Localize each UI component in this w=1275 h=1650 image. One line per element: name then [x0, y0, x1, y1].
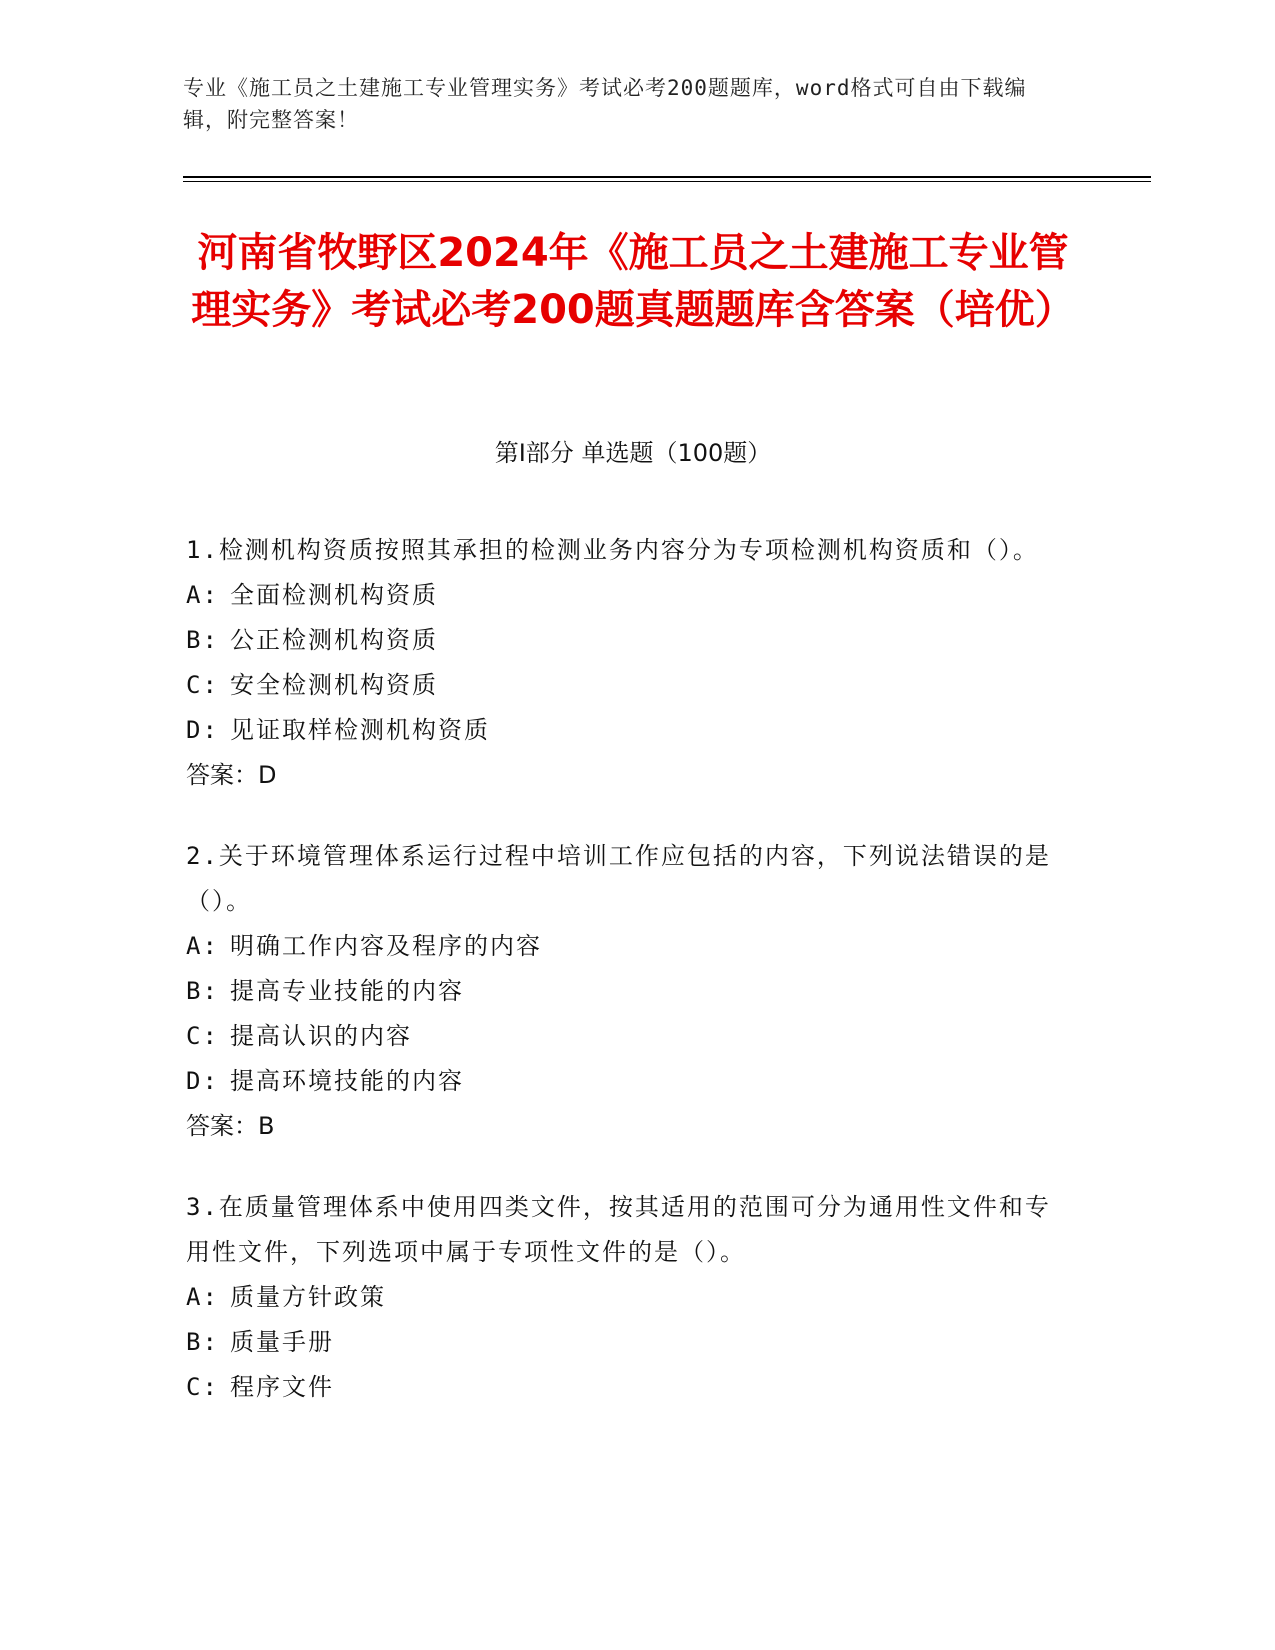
question-3 — [186, 1185, 1066, 1410]
question-option — [186, 969, 1066, 1014]
header-note: 专业《施工员之土建施工专业管理实务》考试必考200题题库，word格式可自由下载编辑，附完整答案！ — [183, 76, 1027, 132]
question-option — [186, 618, 1066, 663]
question-option — [186, 708, 1066, 753]
option-key: A: — [186, 1283, 219, 1311]
header-divider-thick — [183, 176, 1151, 178]
option-text: 质量手册 — [230, 1328, 334, 1356]
question-1 — [186, 528, 1066, 798]
option-text: 程序文件 — [230, 1373, 334, 1401]
section-title: 第Ⅰ部分 单选题（100题） — [494, 439, 772, 467]
option-key: C: — [186, 671, 219, 699]
question-answer: 答案：D — [186, 761, 277, 789]
option-key: B: — [186, 977, 219, 1005]
question-list — [186, 528, 1066, 1446]
option-key: C: — [186, 1022, 219, 1050]
option-text: 全面检测机构资质 — [230, 581, 438, 609]
question-option — [186, 1059, 1066, 1104]
question-option — [186, 663, 1066, 708]
question-option — [186, 924, 1066, 969]
question-2 — [186, 834, 1066, 1149]
document-title: 河南省牧野区2024年《施工员之土建施工专业管理实务》考试必考200题真题题库含答案（培优） — [191, 230, 1075, 333]
option-key: B: — [186, 626, 219, 654]
question-option — [186, 573, 1066, 618]
option-text: 公正检测机构资质 — [230, 626, 438, 654]
option-key: D: — [186, 716, 219, 744]
option-text: 明确工作内容及程序的内容 — [230, 932, 542, 960]
option-text: 提高认识的内容 — [230, 1022, 412, 1050]
header-divider-thin — [183, 181, 1151, 182]
question-stem: 1.检测机构资质按照其承担的检测业务内容分为专项检测机构资质和（）。 — [186, 536, 1039, 564]
question-stem: 3.在质量管理体系中使用四类文件，按其适用的范围可分为通用性文件和专用性文件，下列选项中属于专项性文件的是（）。 — [186, 1193, 1051, 1266]
option-text: 提高专业技能的内容 — [230, 977, 464, 1005]
question-option — [186, 1275, 1066, 1320]
question-option — [186, 1014, 1066, 1059]
option-text: 提高环境技能的内容 — [230, 1067, 464, 1095]
question-option — [186, 1365, 1066, 1410]
option-text: 质量方针政策 — [230, 1283, 386, 1311]
question-answer: 答案：B — [186, 1112, 275, 1140]
question-stem: 2.关于环境管理体系运行过程中培训工作应包括的内容，下列说法错误的是（）。 — [186, 842, 1051, 915]
option-key: D: — [186, 1067, 219, 1095]
option-key: B: — [186, 1328, 219, 1356]
question-option — [186, 1320, 1066, 1365]
option-key: A: — [186, 581, 219, 609]
option-text: 见证取样检测机构资质 — [230, 716, 490, 744]
option-key: A: — [186, 932, 219, 960]
option-key: C: — [186, 1373, 219, 1401]
option-text: 安全检测机构资质 — [230, 671, 438, 699]
